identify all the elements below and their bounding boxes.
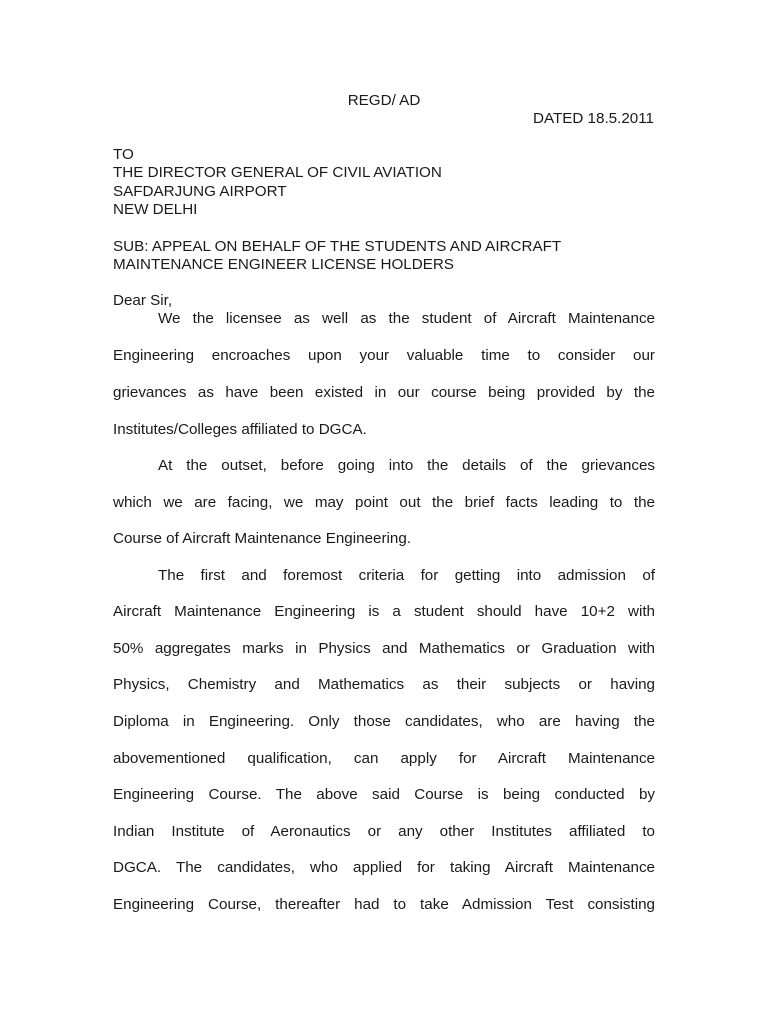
salutation: Dear Sir, (113, 292, 173, 309)
address-line: NEW DELHI (113, 201, 198, 218)
body-line: Physics, Chemistry and Mathematics as their subjects or having (113, 676, 655, 693)
body-line: The first and foremost criteria for getting into admission of (158, 567, 655, 584)
address-line: TO (113, 146, 134, 163)
address-line: SAFDARJUNG AIRPORT (113, 183, 287, 200)
body-line: We the licensee as well as the student of Aircraft Maintenance (158, 310, 655, 327)
body-line: abovementioned qualification, can apply for Aircraft Maintenance (113, 750, 655, 767)
body-line: which we are facing, we may point out the brief facts leading to the (113, 494, 655, 511)
body-line: Institutes/Colleges affiliated to DGCA. (113, 421, 367, 438)
body-line: grievances as have been existed in our course being provided by the (113, 384, 655, 401)
body-line: Diploma in Engineering. Only those candidates, who are having the (113, 713, 655, 730)
body-line: Indian Institute of Aeronautics or any other Institutes affiliated to (113, 823, 655, 840)
subject-line: SUB: APPEAL ON BEHALF OF THE STUDENTS AND AIRCRAFT (113, 238, 562, 255)
body-line: Engineering Course, thereafter had to take Admission Test consisting (113, 896, 655, 913)
body-line: Aircraft Maintenance Engineering is a student should have 10+2 with (113, 603, 655, 620)
letter-date: DATED 18.5.2011 (532, 110, 654, 127)
registered-ad-label: REGD/ AD (347, 92, 421, 109)
subject-line: MAINTENANCE ENGINEER LICENSE HOLDERS (113, 256, 454, 273)
body-line: Engineering encroaches upon your valuable time to consider our (113, 347, 655, 364)
body-line: Engineering Course. The above said Course is being conducted by (113, 786, 655, 803)
address-line: THE DIRECTOR GENERAL OF CIVIL AVIATION (113, 164, 442, 181)
body-line: DGCA. The candidates, who applied for taking Aircraft Maintenance (113, 859, 655, 876)
body-line: Course of Aircraft Maintenance Engineering. (113, 530, 412, 547)
body-line: 50% aggregates marks in Physics and Mathematics or Graduation with (113, 640, 655, 657)
body-line: At the outset, before going into the details of the grievances (158, 457, 655, 474)
